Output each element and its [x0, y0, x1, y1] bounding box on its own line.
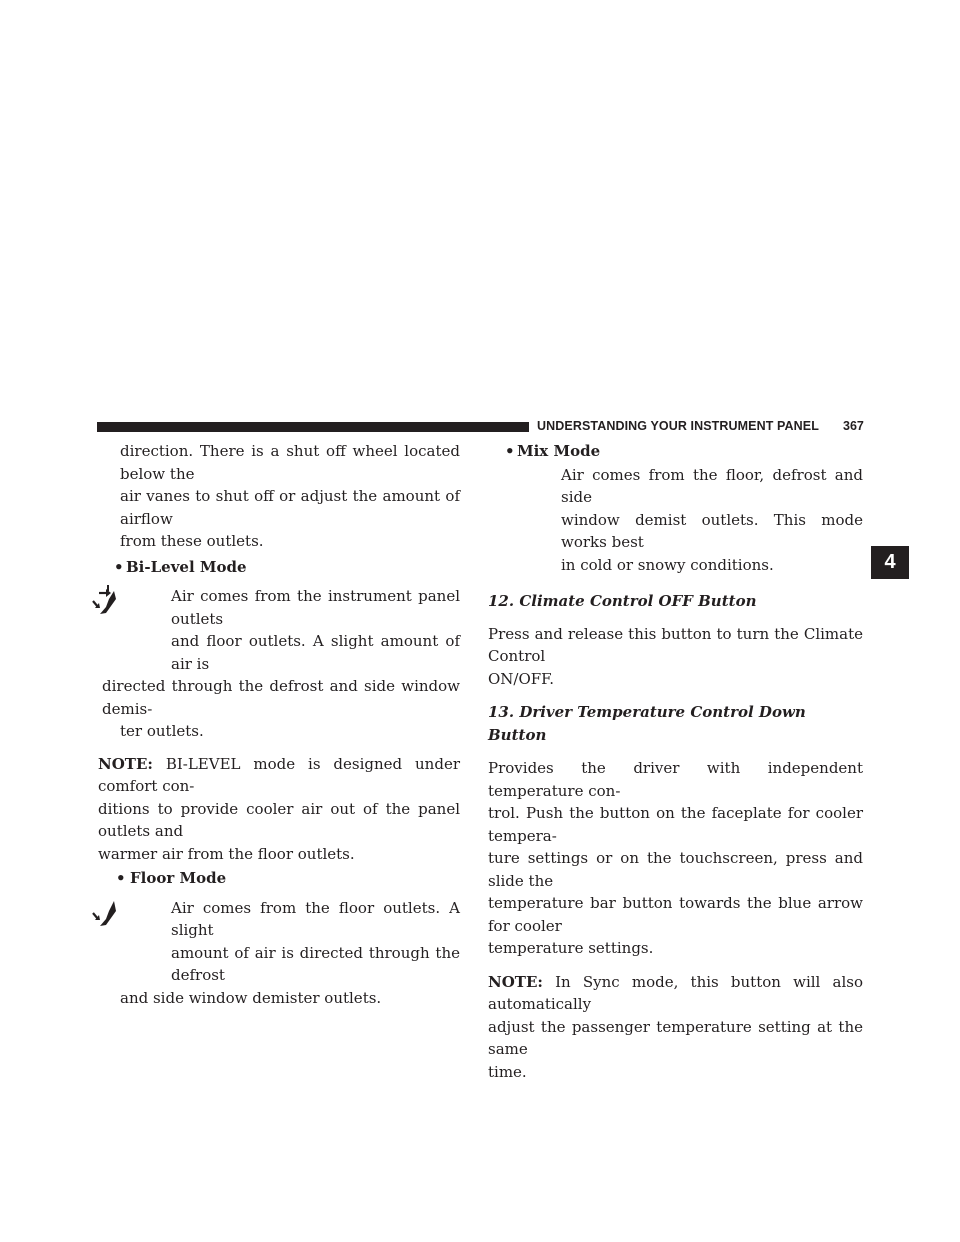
- bullet-icon: •: [116, 869, 126, 887]
- mix-line: window demist outlets. This mode works best: [561, 510, 863, 551]
- floor-line: Air comes from the floor outlets. A slight: [171, 898, 460, 939]
- bilevel-title: [98, 556, 460, 579]
- section-12-heading: 12. Climate Control OFF Button: [488, 592, 757, 610]
- bilevel-line: Air comes from the instrument panel outlets: [171, 587, 460, 628]
- section-13-line: Provides the driver with independent temperature con-: [488, 759, 863, 800]
- section-13-body: [488, 757, 863, 960]
- section-12-line: ON/OFF.: [488, 669, 555, 688]
- note-sync: [488, 971, 863, 1084]
- note-line: In Sync mode, this button will also automatically: [488, 972, 863, 1013]
- mix-title: [488, 440, 863, 463]
- floor-airflow-icon: [92, 896, 126, 930]
- intro-line: direction. There is a shut off wheel located below the: [120, 442, 460, 483]
- bullet-icon: •: [505, 442, 515, 460]
- note-line: BI-LEVEL mode is designed under comfort con-: [98, 754, 460, 795]
- section-12-body: [488, 623, 863, 691]
- note-line: time.: [488, 1062, 527, 1081]
- header-rule: [97, 422, 529, 432]
- bilevel-line: ter outlets.: [120, 722, 204, 740]
- bi-level-airflow-icon: [92, 583, 126, 617]
- note-label: NOTE:: [488, 972, 543, 991]
- mix-title-text: Mix Mode: [517, 442, 601, 460]
- section-13-heading: 13. Driver Temperature Control Down Button: [488, 703, 806, 744]
- floor-description: [98, 897, 460, 1010]
- section-13-line: temperature bar button towards the blue arrow for cooler: [488, 894, 863, 935]
- intro-line: air vanes to shut off or adjust the amount of airflow: [120, 487, 460, 528]
- right-column: [488, 440, 863, 1083]
- note-line: warmer air from the floor outlets.: [98, 844, 355, 863]
- bilevel-line: and floor outlets. A slight amount of air is: [171, 632, 460, 673]
- mix-line: Air comes from the floor, defrost and side: [561, 465, 863, 506]
- floor-line: amount of air is directed through the defrost: [171, 943, 460, 984]
- section-12-line: Press and release this button to turn the Climate Control: [488, 624, 863, 665]
- bilevel-title-text: Bi-Level Mode: [126, 557, 247, 576]
- note-line: adjust the passenger temperature setting at the same: [488, 1017, 863, 1058]
- intro-line: from these outlets.: [120, 532, 264, 550]
- page-number: 367: [843, 419, 864, 433]
- intro-paragraph: [98, 440, 460, 553]
- section-13-line: temperature settings.: [488, 939, 654, 957]
- bullet-icon: •: [114, 557, 124, 576]
- chapter-tab: 4: [871, 546, 909, 579]
- floor-title: [98, 867, 460, 890]
- note-label: NOTE:: [98, 754, 153, 773]
- left-column: [98, 440, 460, 1009]
- note-line: ditions to provide cooler air out of the panel outlets and: [98, 799, 460, 840]
- mix-line: in cold or snowy conditions.: [561, 555, 774, 574]
- section-13-line: trol. Push the button on the faceplate for cooler tempera-: [488, 804, 863, 845]
- running-header-title: UNDERSTANDING YOUR INSTRUMENT PANEL: [537, 419, 819, 433]
- mix-description: [488, 464, 863, 577]
- floor-line: and side window demister outlets.: [120, 988, 382, 1007]
- floor-title-text: Floor Mode: [130, 869, 227, 887]
- bilevel-description: [98, 585, 460, 743]
- note-bilevel: [98, 753, 460, 866]
- bilevel-line: directed through the defrost and side window demis-: [102, 677, 460, 718]
- section-13-line: ture settings or on the touchscreen, press and slide the: [488, 849, 863, 890]
